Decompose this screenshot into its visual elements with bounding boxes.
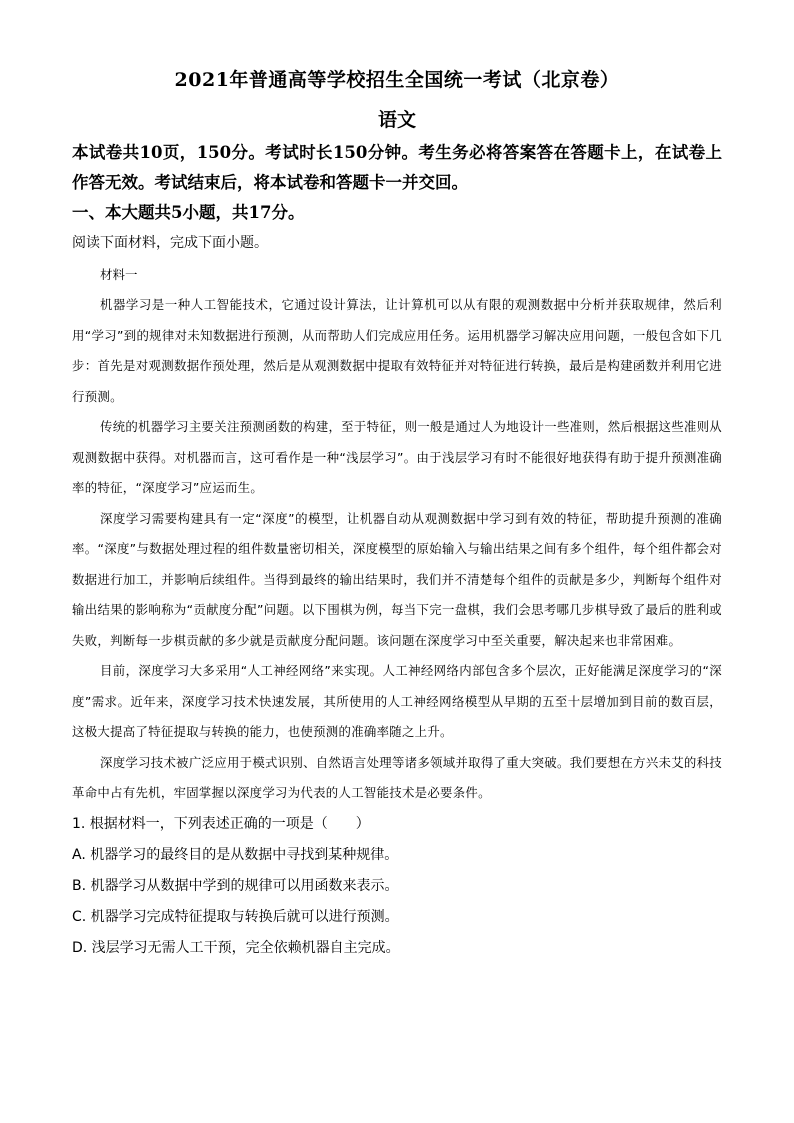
material-paragraph: 目前，深度学习大多采用“人工神经网络”来实现。人工神经网络内部包含多个层次，正好能满足深度学习的“深度”需求。近年来，深度学习技术快速发展，其所使用的人工神经网络模型从早期的五至十层增加到目前的数百层，这极大提高了特征提取与转换的能力，也使预测的准确率随之上升。	[72, 663, 722, 739]
material-paragraph: 深度学习需要构建具有一定“深度”的模型，让机器自动从观测数据中学习到有效的特征，帮助提升预测的准确率。“深度”与数据处理过程的组件数量密切相关，深度模型的原始输入与输出结果之间有多个组件，每个组件都会对数据进行加工，并影响后续组件。当得到最终的输出结果时，我们并不清楚每个组件的贡献是多少，判断每个组件对输出结果的影响称为“贡献度分配”问题。以下围棋为例，每当下完一盘棋，我们会思考哪几步棋导致了最后的胜利或失败，判断每一步棋贡献的多少就是贡献度分配问题。该问题在深度学习中至关重要，解决起来也非常困难。	[72, 510, 722, 648]
answer-option-a: A. 机器学习的最终目的是从数据中寻找到某种规律。	[72, 846, 399, 863]
answer-option-d: D. 浅层学习无需人工干预，完全依赖机器自主完成。	[72, 939, 400, 956]
reading-instruction: 阅读下面材料，完成下面小题。	[72, 235, 268, 251]
question-stem: 1. 根据材料一，下列表述正确的一项是（ ）	[72, 815, 370, 832]
subject-title: 语文	[377, 109, 416, 131]
exam-title: 2021年普通高等学校招生全国统一考试（北京卷）	[174, 69, 620, 91]
exam-notice: 本试卷共10页，150分。考试时长150分钟。考生务必将答案答在答题卡上，在试卷上作答无效。考试结束后，将本试卷和答题卡一并交回。	[72, 143, 722, 192]
exam-page	[72, 66, 722, 964]
material-paragraph: 深度学习技术被广泛应用于模式识别、自然语言处理等诸多领域并取得了重大突破。我们要想在方兴未艾的科技革命中占有先机，牢固掌握以深度学习为代表的人工智能技术是必要条件。	[72, 754, 722, 800]
answer-option-c: C. 机器学习完成特征提取与转换后就可以进行预测。	[72, 908, 399, 925]
answer-option-b: B. 机器学习从数据中学到的规律可以用函数来表示。	[72, 877, 399, 894]
material-paragraph: 机器学习是一种人工智能技术，它通过设计算法，让计算机可以从有限的观测数据中分析并获取规律，然后利用“学习”到的规律对未知数据进行预测，从而帮助人们完成应用任务。运用机器学习解决应用问题，一般包含如下几步：首先是对观测数据作预处理，然后是从观测数据中提取有效特征并对特征进行转换，最后是构建函数并利用它进行预测。	[72, 297, 722, 404]
material-paragraph: 传统的机器学习主要关注预测函数的构建，至于特征，则一般是通过人为地设计一些准则，然后根据这些准则从观测数据中获得。对机器而言，这可看作是一种“浅层学习”。由于浅层学习有时不能很好地获得有助于提升预测准确率的特征，“深度学习”应运而生。	[72, 419, 722, 495]
section-title: 一、本大题共5小题，共17分。	[72, 203, 305, 222]
material-label: 材料一	[100, 267, 138, 282]
